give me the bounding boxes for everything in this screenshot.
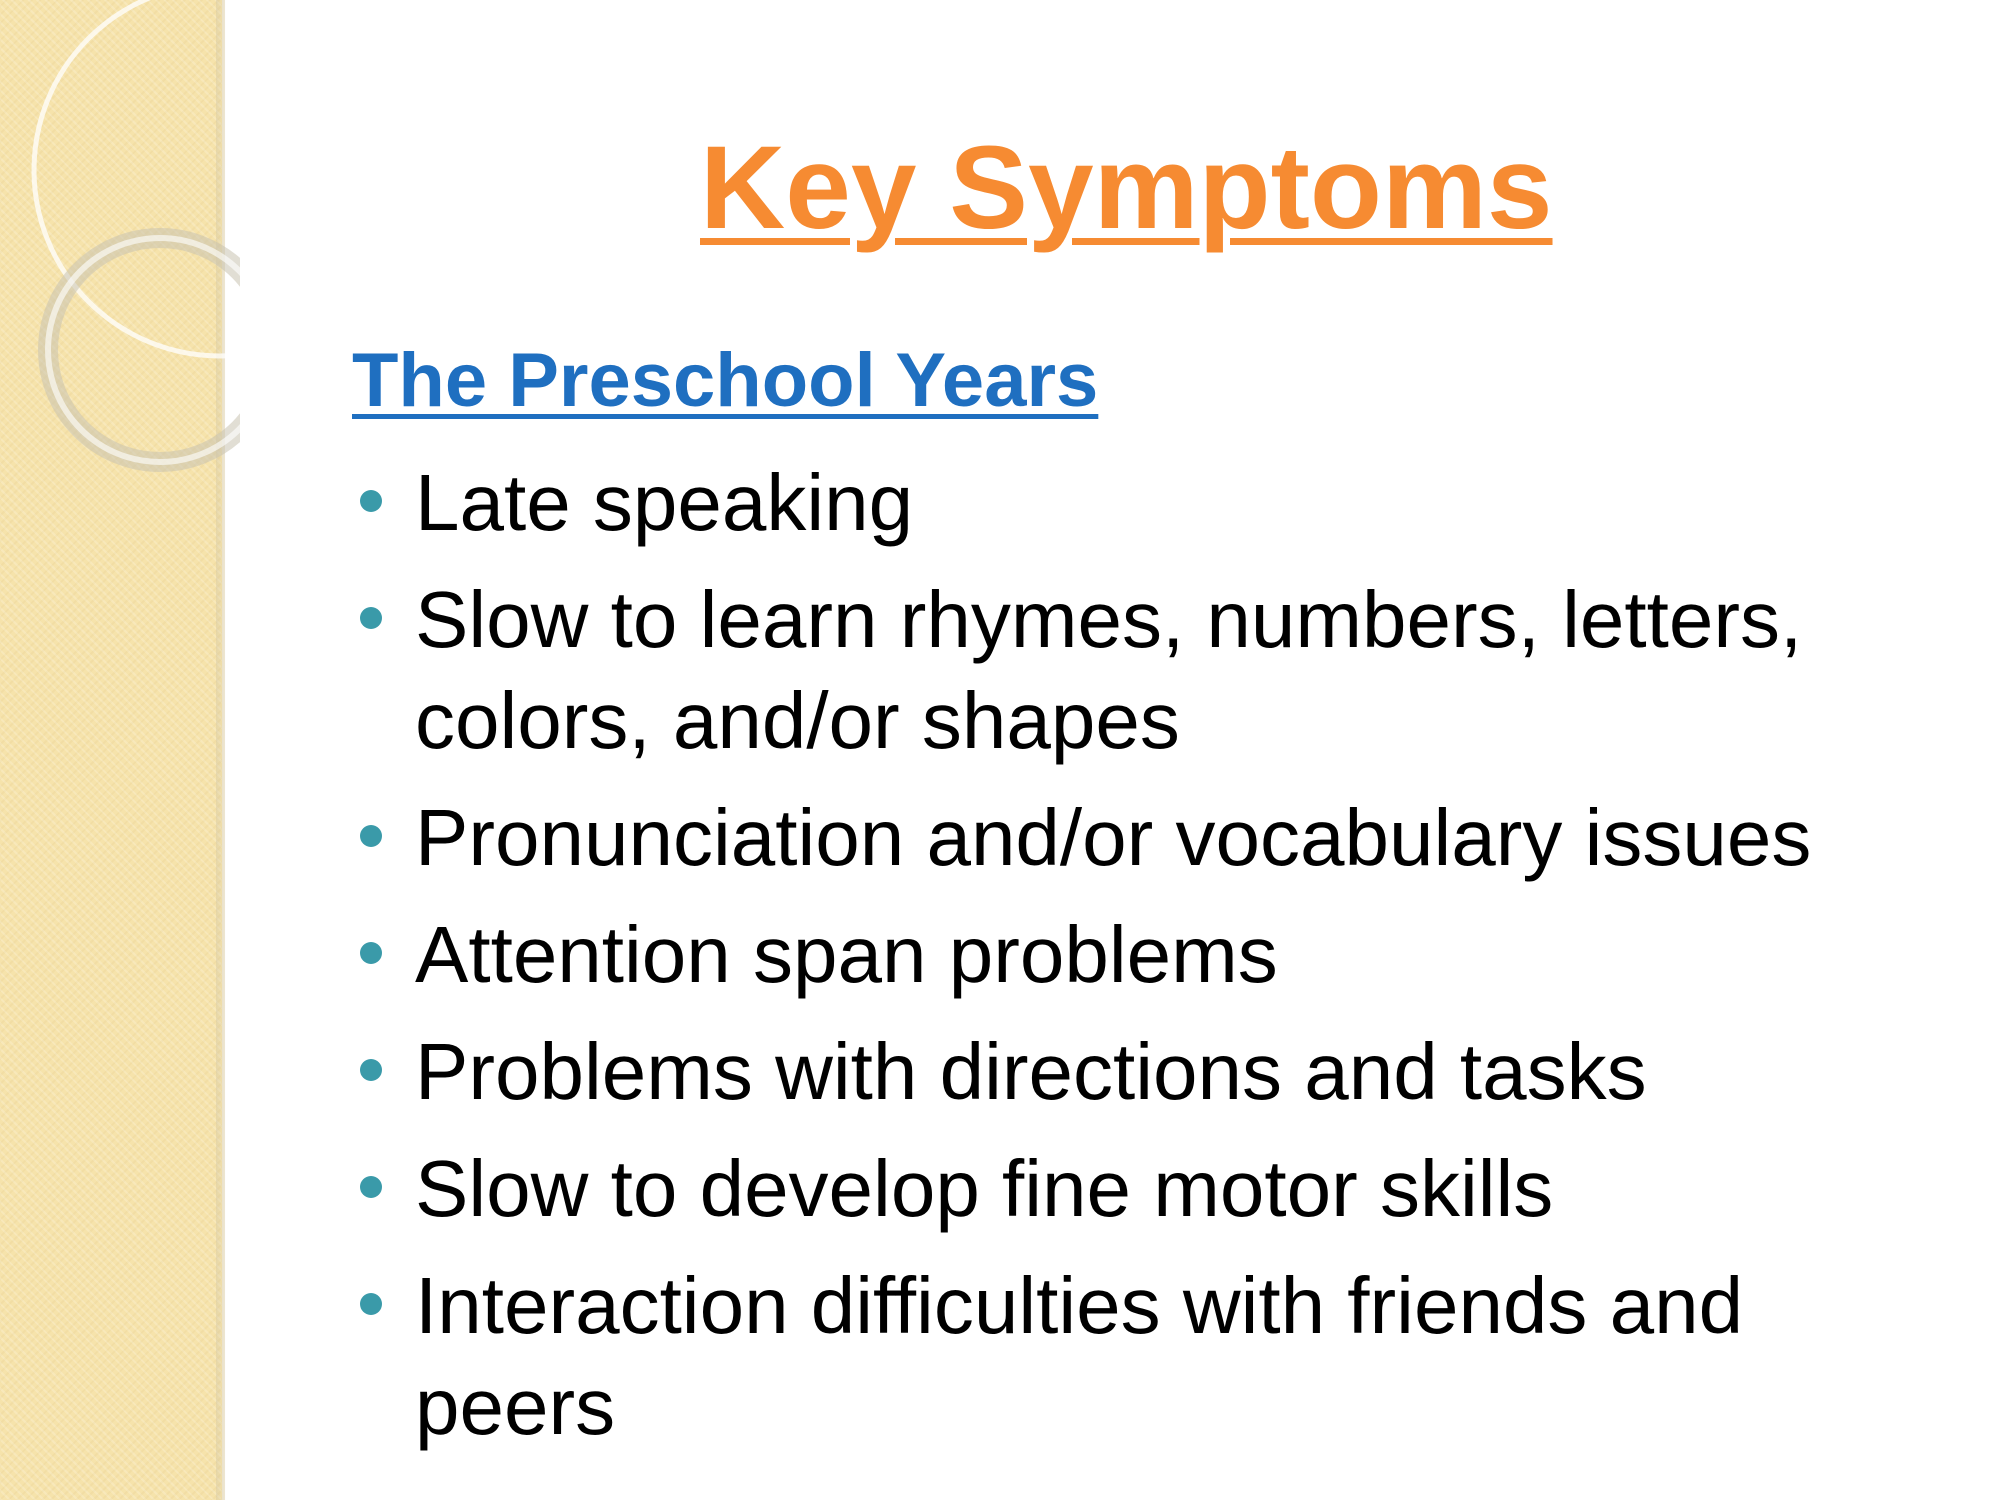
decorative-ring-small-highlight: [48, 238, 240, 462]
list-item: [352, 787, 1952, 888]
list-item-text: Pronunciation and/or vocabulary issues: [415, 793, 1812, 882]
list-item-text: Interaction difficulties with friends and peers: [415, 1261, 1744, 1451]
list-item-text: Late speaking: [415, 458, 914, 547]
list-item: [352, 904, 1952, 1005]
bullet-dot-icon: [360, 825, 382, 847]
slide-subtitle: The Preschool Years: [352, 338, 1099, 423]
decorative-rings: [0, 0, 240, 500]
list-item: [352, 569, 1952, 771]
bullet-dot-icon: [360, 1176, 382, 1198]
list-item: [352, 1255, 1952, 1457]
list-item: [352, 1021, 1952, 1122]
list-item-text: Slow to learn rhymes, numbers, letters, colors, and/or shapes: [415, 575, 1803, 765]
slide-title: Key Symptoms: [700, 122, 1553, 254]
symptom-list: [352, 452, 1952, 1473]
list-item-text: Slow to develop fine motor skills: [415, 1144, 1554, 1233]
bullet-dot-icon: [360, 1293, 382, 1315]
bullet-dot-icon: [360, 942, 382, 964]
list-item-text: Problems with directions and tasks: [415, 1027, 1647, 1116]
list-item: [352, 452, 1952, 553]
list-item: [352, 1138, 1952, 1239]
bullet-dot-icon: [360, 1059, 382, 1081]
bullet-dot-icon: [360, 490, 382, 512]
list-item-text: Attention span problems: [415, 910, 1278, 999]
bullet-dot-icon: [360, 607, 382, 629]
